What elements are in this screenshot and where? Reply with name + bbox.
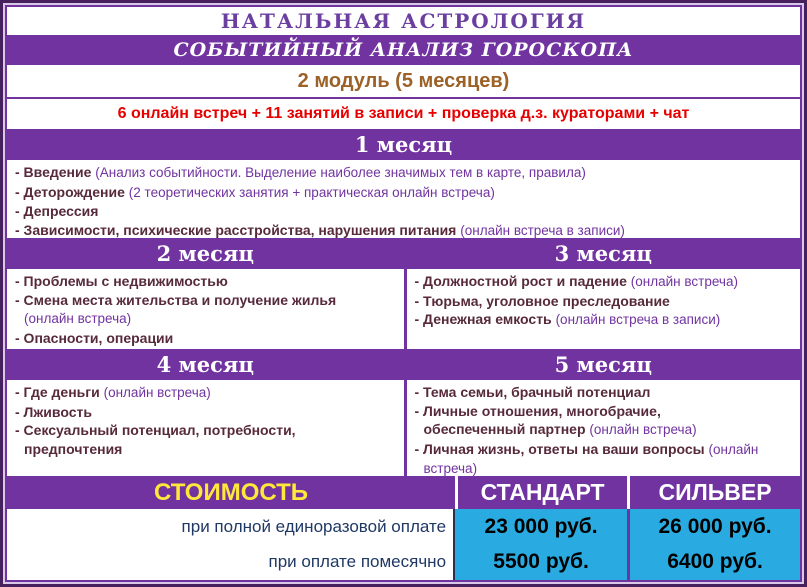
course-topic-line: [15, 440, 398, 459]
month-1-topics: [7, 160, 800, 238]
course-topic-line: [415, 402, 795, 421]
pricing-label-monthly: при оплате помесячно: [7, 545, 455, 581]
course-topic-line: [415, 459, 795, 476]
topic-text: обеспеченный партнер: [423, 421, 590, 437]
topic-detail-text: (онлайн встреча): [103, 385, 211, 400]
month-2-topics: [7, 269, 404, 349]
course-topic-line: [15, 272, 398, 291]
topic-detail-text: (онлайн встреча): [24, 311, 132, 326]
course-topic-line: [15, 403, 398, 422]
topic-detail-text: (Анализ событийности. Выделение наиболее значимых тем в карте, правила): [95, 165, 586, 180]
month-2-column: [7, 238, 404, 349]
topic-text: - Деторождение: [15, 183, 129, 200]
month-4-topics: [7, 380, 404, 476]
topic-text: - Проблемы с недвижимостью: [15, 273, 228, 289]
course-topic-line: [15, 309, 398, 329]
course-table: [5, 5, 802, 582]
month-5-header: 5 месяц: [407, 349, 801, 380]
course-topic-line: [15, 291, 398, 310]
topic-text: предпочтения: [24, 440, 123, 457]
month-3-column: [404, 238, 801, 349]
months-2-3-row: [7, 238, 800, 349]
topic-detail-text: (онлайн встреча): [589, 422, 697, 437]
topic-detail-text: (онлайн встреча): [630, 274, 738, 289]
month-5-topics: [407, 380, 801, 476]
month-3-header: 3 месяц: [407, 238, 801, 269]
topic-text: - Личные отношения, многобрачие,: [414, 402, 661, 419]
month-5-column: [404, 349, 801, 476]
month-1-header: 1 месяц: [7, 129, 800, 160]
month-2-header: 2 месяц: [7, 238, 404, 269]
topic-text: - Зависимости, психические расстройства, нарушения питания: [15, 221, 461, 238]
topic-text: - Тема семьи, брачный потенциал: [414, 384, 651, 400]
topic-text: - Тюрьма, уголовное преследование: [414, 292, 670, 309]
course-topic-line: [415, 310, 795, 330]
topic-text: - Денежная емкость: [414, 311, 556, 327]
course-topic-line: [15, 329, 398, 348]
poster-frame-inner: [3, 3, 804, 584]
features-line: 6 онлайн встреч + 11 занятий в записи + проверка д.з. кураторами + чат: [117, 105, 690, 122]
course-topic-line: [15, 183, 794, 203]
topic-text: - Введение: [15, 164, 96, 180]
pricing-header-silver: СИЛЬВЕР: [627, 476, 800, 509]
topic-text: - Смена места жительства и получение жилья: [15, 291, 337, 308]
topic-detail-text: встреча): [423, 461, 478, 476]
course-topic-line: [415, 383, 795, 402]
price-standard-full: 23 000 руб.: [455, 509, 627, 545]
price-silver-monthly: 6400 руб.: [627, 545, 800, 581]
topic-text: - Лживость: [15, 403, 92, 420]
topic-text: - Где деньги: [15, 384, 104, 400]
course-topic-line: [415, 440, 795, 460]
course-topic-line: [415, 292, 795, 311]
topic-detail-text: (онлайн: [708, 441, 759, 457]
course-topic-line: [15, 221, 794, 239]
pricing-header-standard: СТАНДАРТ: [455, 476, 627, 509]
course-subtitle: СОБЫТИЙНЫЙ АНАЛИЗ ГОРОСКОПА: [7, 35, 800, 65]
course-topic-line: [15, 383, 398, 403]
topic-text: - Депрессия: [15, 203, 99, 219]
month-4-column: [7, 349, 404, 476]
page-title: НАТАЛЬНАЯ АСТРОЛОГИЯ: [220, 9, 587, 33]
module-label: 2 модуль (5 месяцев): [7, 65, 800, 99]
topic-text: - Сексуальный потенциал, потребности,: [15, 422, 296, 438]
course-topic-line: [415, 420, 795, 440]
pricing-header-row: [7, 476, 800, 509]
course-topic-line: [15, 202, 794, 221]
pricing-row-monthly: [7, 545, 800, 581]
month-3-topics: [407, 269, 801, 349]
topic-detail-text: (онлайн встреча в записи): [555, 312, 721, 327]
pricing-row-full-payment: [7, 509, 800, 545]
course-topic-line: [415, 272, 795, 292]
topic-detail-text: (2 теоретических занятия + практическая онлайн встреча): [128, 184, 495, 200]
pricing-label-full-payment: при полной единоразовой оплате: [7, 509, 455, 545]
price-standard-monthly: 5500 руб.: [455, 545, 627, 581]
months-4-5-row: [7, 349, 800, 476]
price-silver-full: 26 000 руб.: [627, 509, 800, 545]
topic-text: - Опасности, операции: [15, 329, 174, 346]
course-topic-line: [15, 421, 398, 440]
topic-text: - Личная жизнь, ответы на ваши вопросы: [414, 440, 709, 457]
month-4-header: 4 месяц: [7, 349, 404, 380]
course-topic-line: [15, 163, 794, 183]
pricing-header-cost: СТОИМОСТЬ: [154, 478, 309, 506]
topic-detail-text: (онлайн встреча в записи): [460, 222, 625, 238]
topic-text: - Должностной рост и падение: [414, 273, 631, 289]
